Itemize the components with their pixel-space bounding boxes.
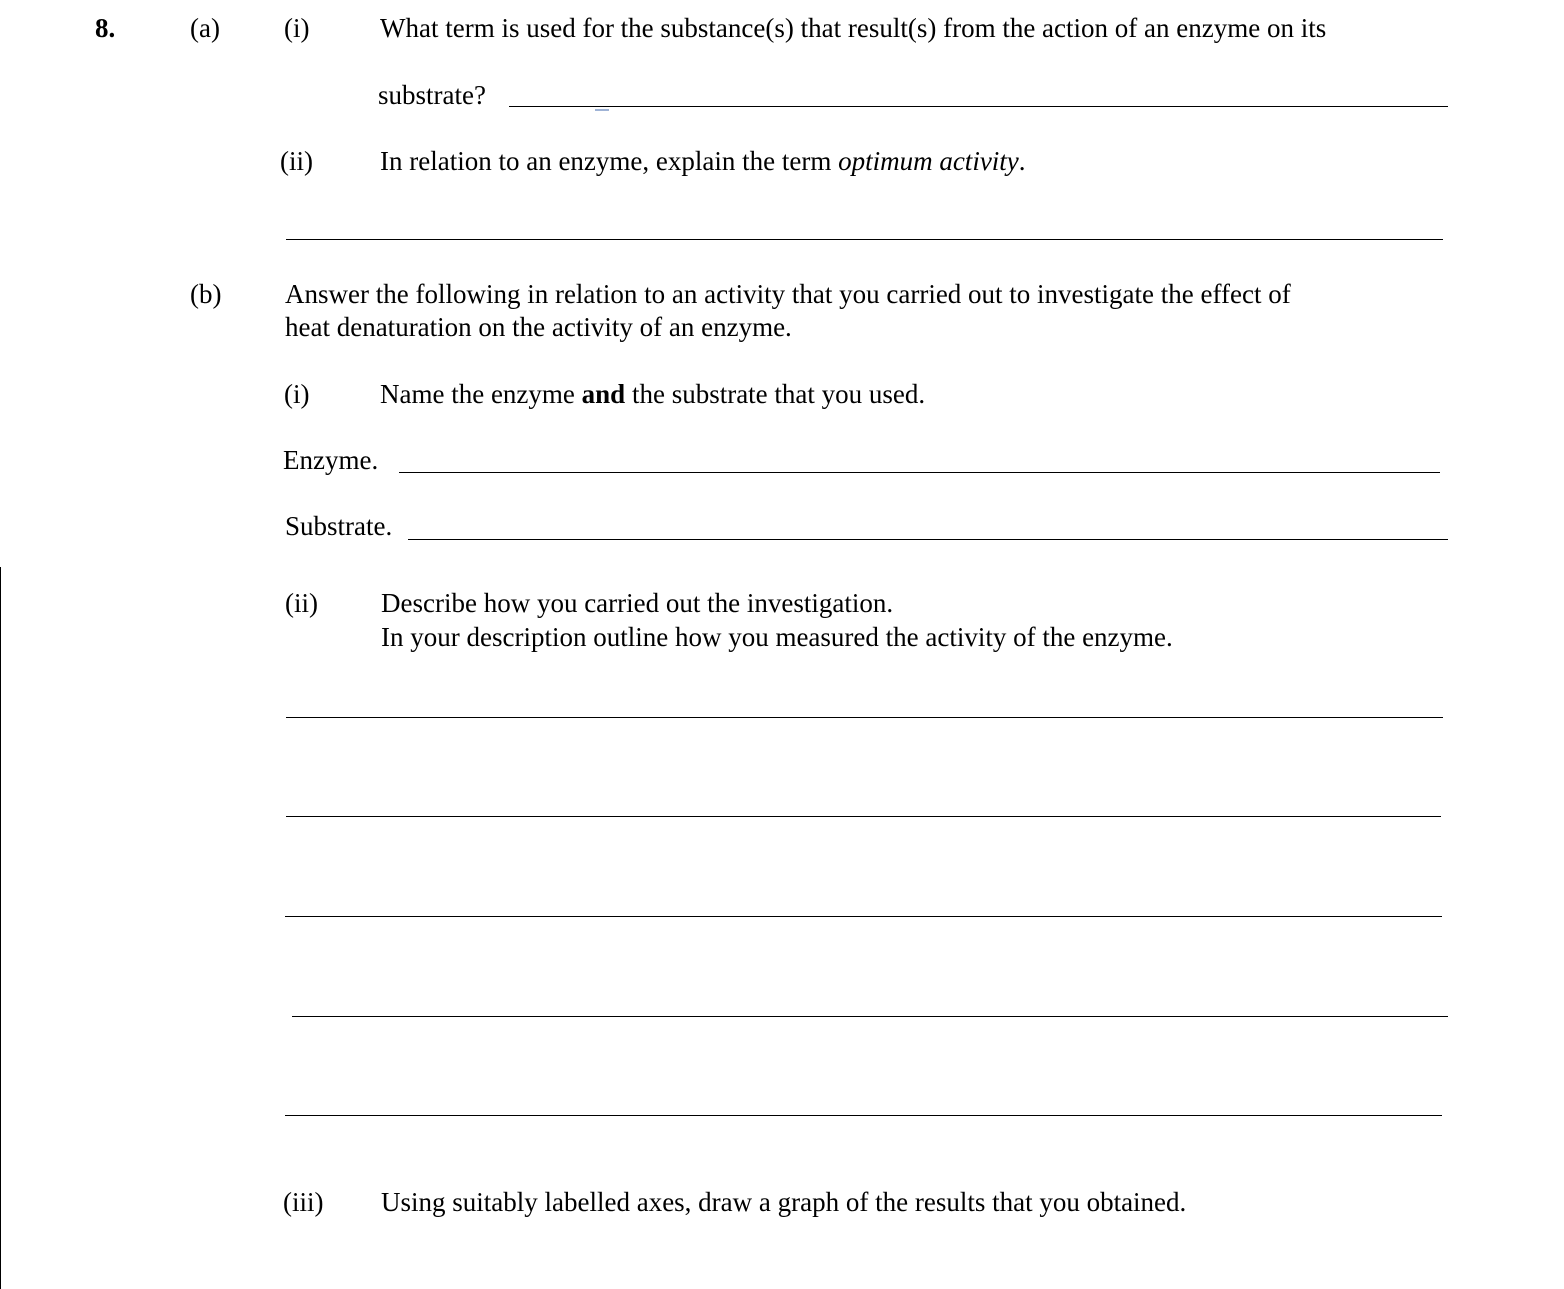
part-b-i-text-pre: Name the enzyme <box>380 379 582 409</box>
part-b-iii-label: (iii) <box>283 1187 324 1217</box>
answer-line-a-ii[interactable] <box>286 239 1443 240</box>
part-a-i-label: (i) <box>284 13 310 43</box>
enzyme-label: Enzyme. <box>283 445 379 475</box>
part-a-ii-label: (ii) <box>280 146 313 176</box>
part-a-i-question-line1: What term is used for the substance(s) that result(s) from the action of an enzyme on its <box>380 13 1327 43</box>
answer-line-substrate[interactable] <box>408 539 1448 540</box>
question-number: 8. <box>95 13 116 43</box>
part-a-ii-question <box>380 145 1026 177</box>
part-b-i-text-bold: and <box>581 379 626 409</box>
part-b-label: (b) <box>190 279 222 309</box>
part-b-iii-question: Using suitably labelled axes, draw a graph of the results that you obtained. <box>381 1187 1187 1217</box>
answer-line-b-ii-1[interactable] <box>286 717 1443 718</box>
part-a-i-question-line2: substrate? <box>378 80 486 110</box>
part-b-intro-line2: heat denaturation on the activity of an enzyme. <box>285 312 792 342</box>
part-a-ii-text-pre: In relation to an enzyme, explain the term <box>380 146 839 176</box>
substrate-label: Substrate. <box>285 511 393 541</box>
answer-line-b-ii-5[interactable] <box>285 1115 1442 1116</box>
part-b-ii-label: (ii) <box>285 588 318 618</box>
part-b-ii-question-line1: Describe how you carried out the investigation. <box>381 588 894 618</box>
answer-line-b-ii-2[interactable] <box>286 816 1441 817</box>
part-b-i-question <box>380 378 925 410</box>
part-b-intro-line1: Answer the following in relation to an activity that you carried out to investigate the effect of <box>285 279 1291 309</box>
answer-line-enzyme[interactable] <box>399 472 1440 473</box>
text-cursor-mark <box>595 109 609 111</box>
answer-line-b-ii-3[interactable] <box>285 916 1442 917</box>
left-margin-rule <box>0 567 1 1289</box>
answer-line-b-ii-4[interactable] <box>292 1016 1448 1017</box>
answer-line-a-i[interactable] <box>509 106 1448 107</box>
part-b-ii-question-line2: In your description outline how you measured the activity of the enzyme. <box>381 622 1173 652</box>
part-a-ii-term-italic: optimum activity <box>838 146 1019 176</box>
part-a-label: (a) <box>190 13 220 43</box>
part-b-i-label: (i) <box>284 379 310 409</box>
part-b-i-text-post: the substrate that you used. <box>625 379 926 409</box>
part-a-ii-text-post: . <box>1018 146 1026 176</box>
